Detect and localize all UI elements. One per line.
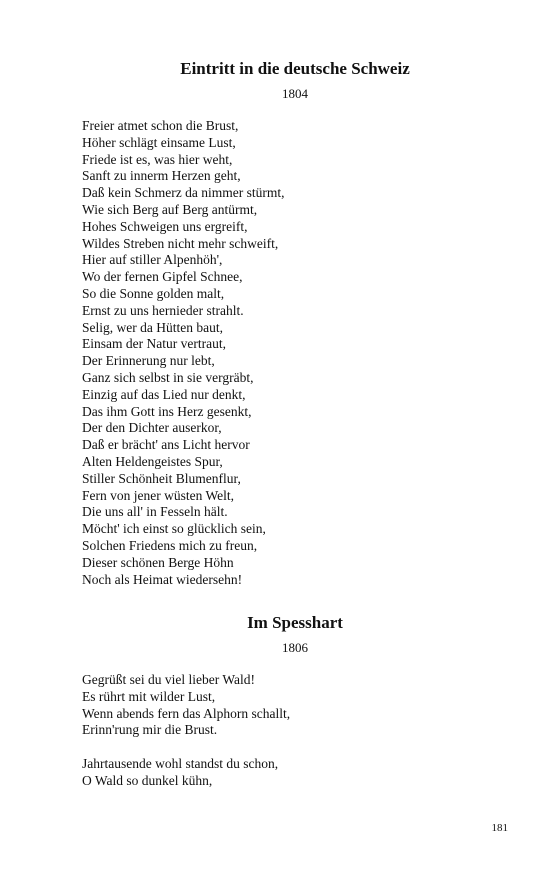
verse-line: Selig, wer da Hütten baut, [82,319,223,335]
verse-line: Wenn abends fern das Alphorn schallt, [82,705,291,721]
verse-line: Dieser schönen Berge Höhn [82,554,234,570]
verse-line: Der den Dichter auserkor, [82,420,222,436]
verse-line: Fern von jener wüsten Welt, [82,487,235,503]
verse-line: Das ihm Gott ins Herz gesenkt, [82,403,252,419]
verse-line: Hier auf stiller Alpenhöh', [82,252,223,268]
verse-line: Wildes Streben nicht mehr schweift, [82,235,279,251]
verse-line: Hohes Schweigen uns ergreift, [82,218,248,234]
verse-line: Wo der fernen Gipfel Schnee, [82,269,243,285]
verse-line: Daß er brächt' ans Licht hervor [82,437,250,453]
verse-line: Friede ist es, was hier weht, [82,151,233,167]
verse-line: Wie sich Berg auf Berg antürmt, [82,201,258,217]
verse-line: Einzig auf das Lied nur denkt, [82,386,246,402]
verse-line: Solchen Friedens mich zu freun, [82,537,258,553]
verse-line: Es rührt mit wilder Lust, [82,688,216,704]
verse-line: Erinn'rung mir die Brust. [82,722,218,738]
verse-line: Sanft zu innerm Herzen geht, [82,168,241,184]
verse-line: Daß kein Schmerz da nimmer stürmt, [82,185,285,201]
poem-2-stanza-2 [82,756,502,790]
verse-line: Höher schlägt einsame Lust, [82,134,236,150]
poem-year-2: 1806 [282,640,308,655]
poem-year-1: 1804 [282,86,308,101]
verse-line: Alten Heldengeistes Spur, [82,453,223,469]
verse-line: Ernst zu uns hernieder strahlt. [82,302,244,318]
poem-title-2: Im Spesshart [247,613,343,632]
verse-line: Gegrüßt sei du viel lieber Wald! [82,672,255,687]
verse-line: Ganz sich selbst in sie vergräbt, [82,369,254,385]
verse-line: Noch als Heimat wiedersehn! [82,571,243,587]
poem-1-stanza-1 [82,118,502,588]
page-number: 181 [491,822,508,834]
verse-line: So die Sonne golden malt, [82,285,225,301]
verse-line: Möcht' ich einst so glücklich sein, [82,521,266,537]
poem-2-stanza-1 [82,672,502,739]
verse-line: Jahrtausende wohl standst du schon, [82,756,279,771]
verse-line: Der Erinnerung nur lebt, [82,353,215,369]
verse-line: Stiller Schönheit Blumenflur, [82,470,241,486]
verse-line: Freier atmet schon die Brust, [82,118,239,133]
poem-title-1: Eintritt in die deutsche Schweiz [180,59,410,78]
verse-line: O Wald so dunkel kühn, [82,772,213,788]
verse-line: Einsam der Natur vertraut, [82,336,226,352]
verse-line: Die uns all' in Fesseln hält. [82,504,228,520]
